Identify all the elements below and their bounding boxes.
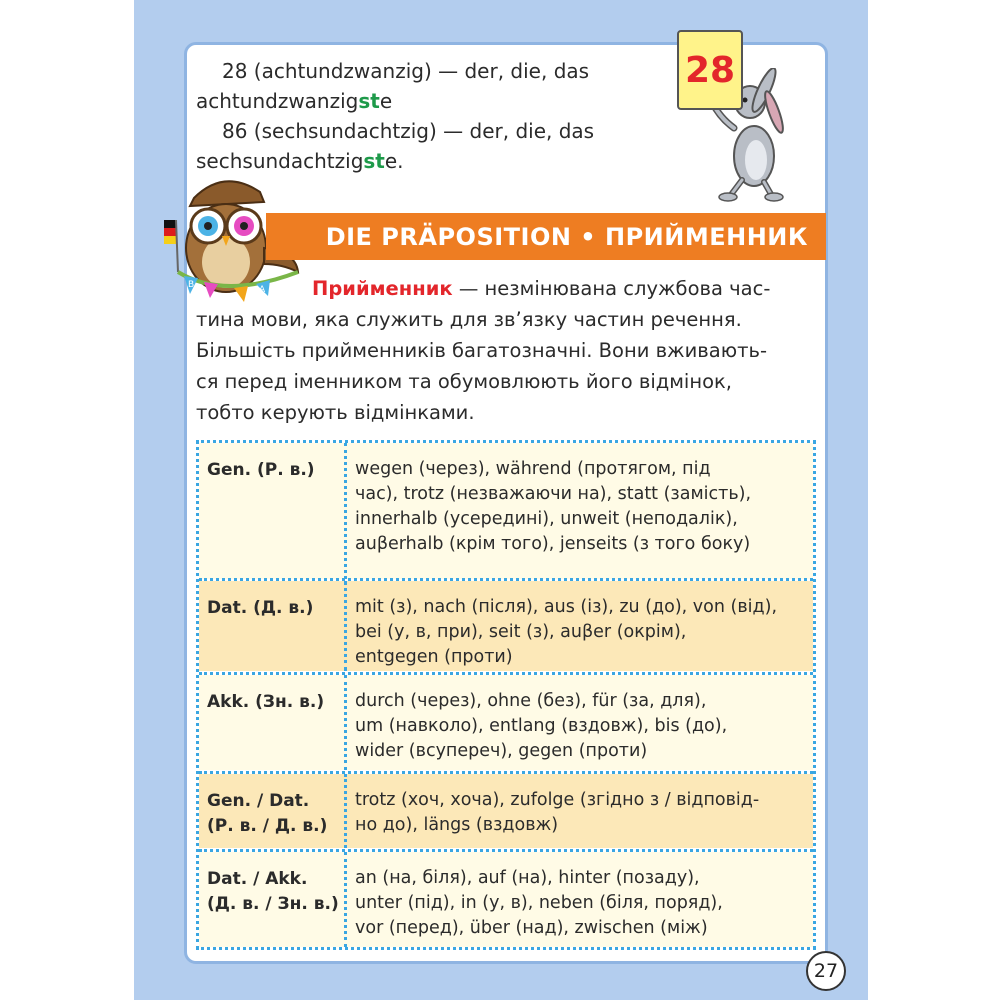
table-row	[199, 675, 813, 770]
page-number: 27	[806, 951, 846, 991]
preposition-table	[196, 440, 816, 950]
case-cell: Dat. / Akk. (Д. в. / Зн. в.)	[199, 852, 347, 947]
intro-line-1: 28 (achtundzwanzig) — der, die, das	[222, 59, 590, 83]
svg-text:A: A	[259, 285, 266, 295]
suffix-highlight: st	[358, 89, 380, 113]
table-row	[199, 581, 813, 671]
prepositions-cell: durch (через), ohne (без), für (за, для), um (навколо), entlang (вздовж), bis (до), wider (всупереч), gegen (проти)	[355, 691, 728, 761]
table-row	[199, 852, 813, 947]
intro-line-2: achtundzwanzigste	[196, 89, 393, 113]
table-row	[199, 443, 813, 579]
prepositions-cell: trotz (хоч, хоча), zufolge (згідно з / відповід- но до), längs (вздовж)	[355, 790, 760, 835]
case-cell: Gen. / Dat. (Р. в. / Д. в.)	[199, 774, 347, 848]
number-sign: 28	[677, 30, 743, 110]
section-banner: DIE PRÄPOSITION • ПРИЙМЕННИК	[266, 213, 826, 260]
suffix-highlight: st	[363, 149, 385, 173]
svg-text:B: B	[188, 280, 195, 290]
case-cell: Gen. (Р. в.)	[199, 443, 347, 579]
case-cell: Dat. (Д. в.)	[199, 581, 347, 671]
case-cell: Akk. (Зн. в.)	[199, 675, 347, 770]
prepositions-cell: mit (з), nach (після), aus (із), zu (до), von (від), bei (у, в, при), seit (з), auβer (окрім), entgegen (проти)	[355, 597, 778, 667]
intro-line-3: 86 (sechsundachtzig) — der, die, das	[222, 119, 595, 143]
prepositions-cell: an (на, біля), auf (на), hinter (позаду), unter (під), in (у, в), neben (біля, поряд), vor (перед), über (над), zwischen (між)	[355, 868, 723, 938]
german-flag-icon	[164, 220, 176, 228]
definition-term: Прийменник	[312, 277, 453, 300]
prepositions-cell: wegen (через), während (протягом, під час), trotz (незважаючи на), statt (замість), innerhalb (усередині), unweit (неподалік), auβerhalb (крім того), jenseits (з того боку)	[355, 459, 752, 554]
definition-paragraph: Прийменник — незмінювана службова час- тина мови, яка служить для зв’язку частин речення. Більшість прийменників багатозначні. Вони вживають- ся перед іменником та обумовлюють його відмінок, тобто керують відмінками.	[196, 277, 771, 424]
table-row	[199, 774, 813, 848]
intro-line-4: sechsundachtzigste.	[196, 149, 404, 173]
